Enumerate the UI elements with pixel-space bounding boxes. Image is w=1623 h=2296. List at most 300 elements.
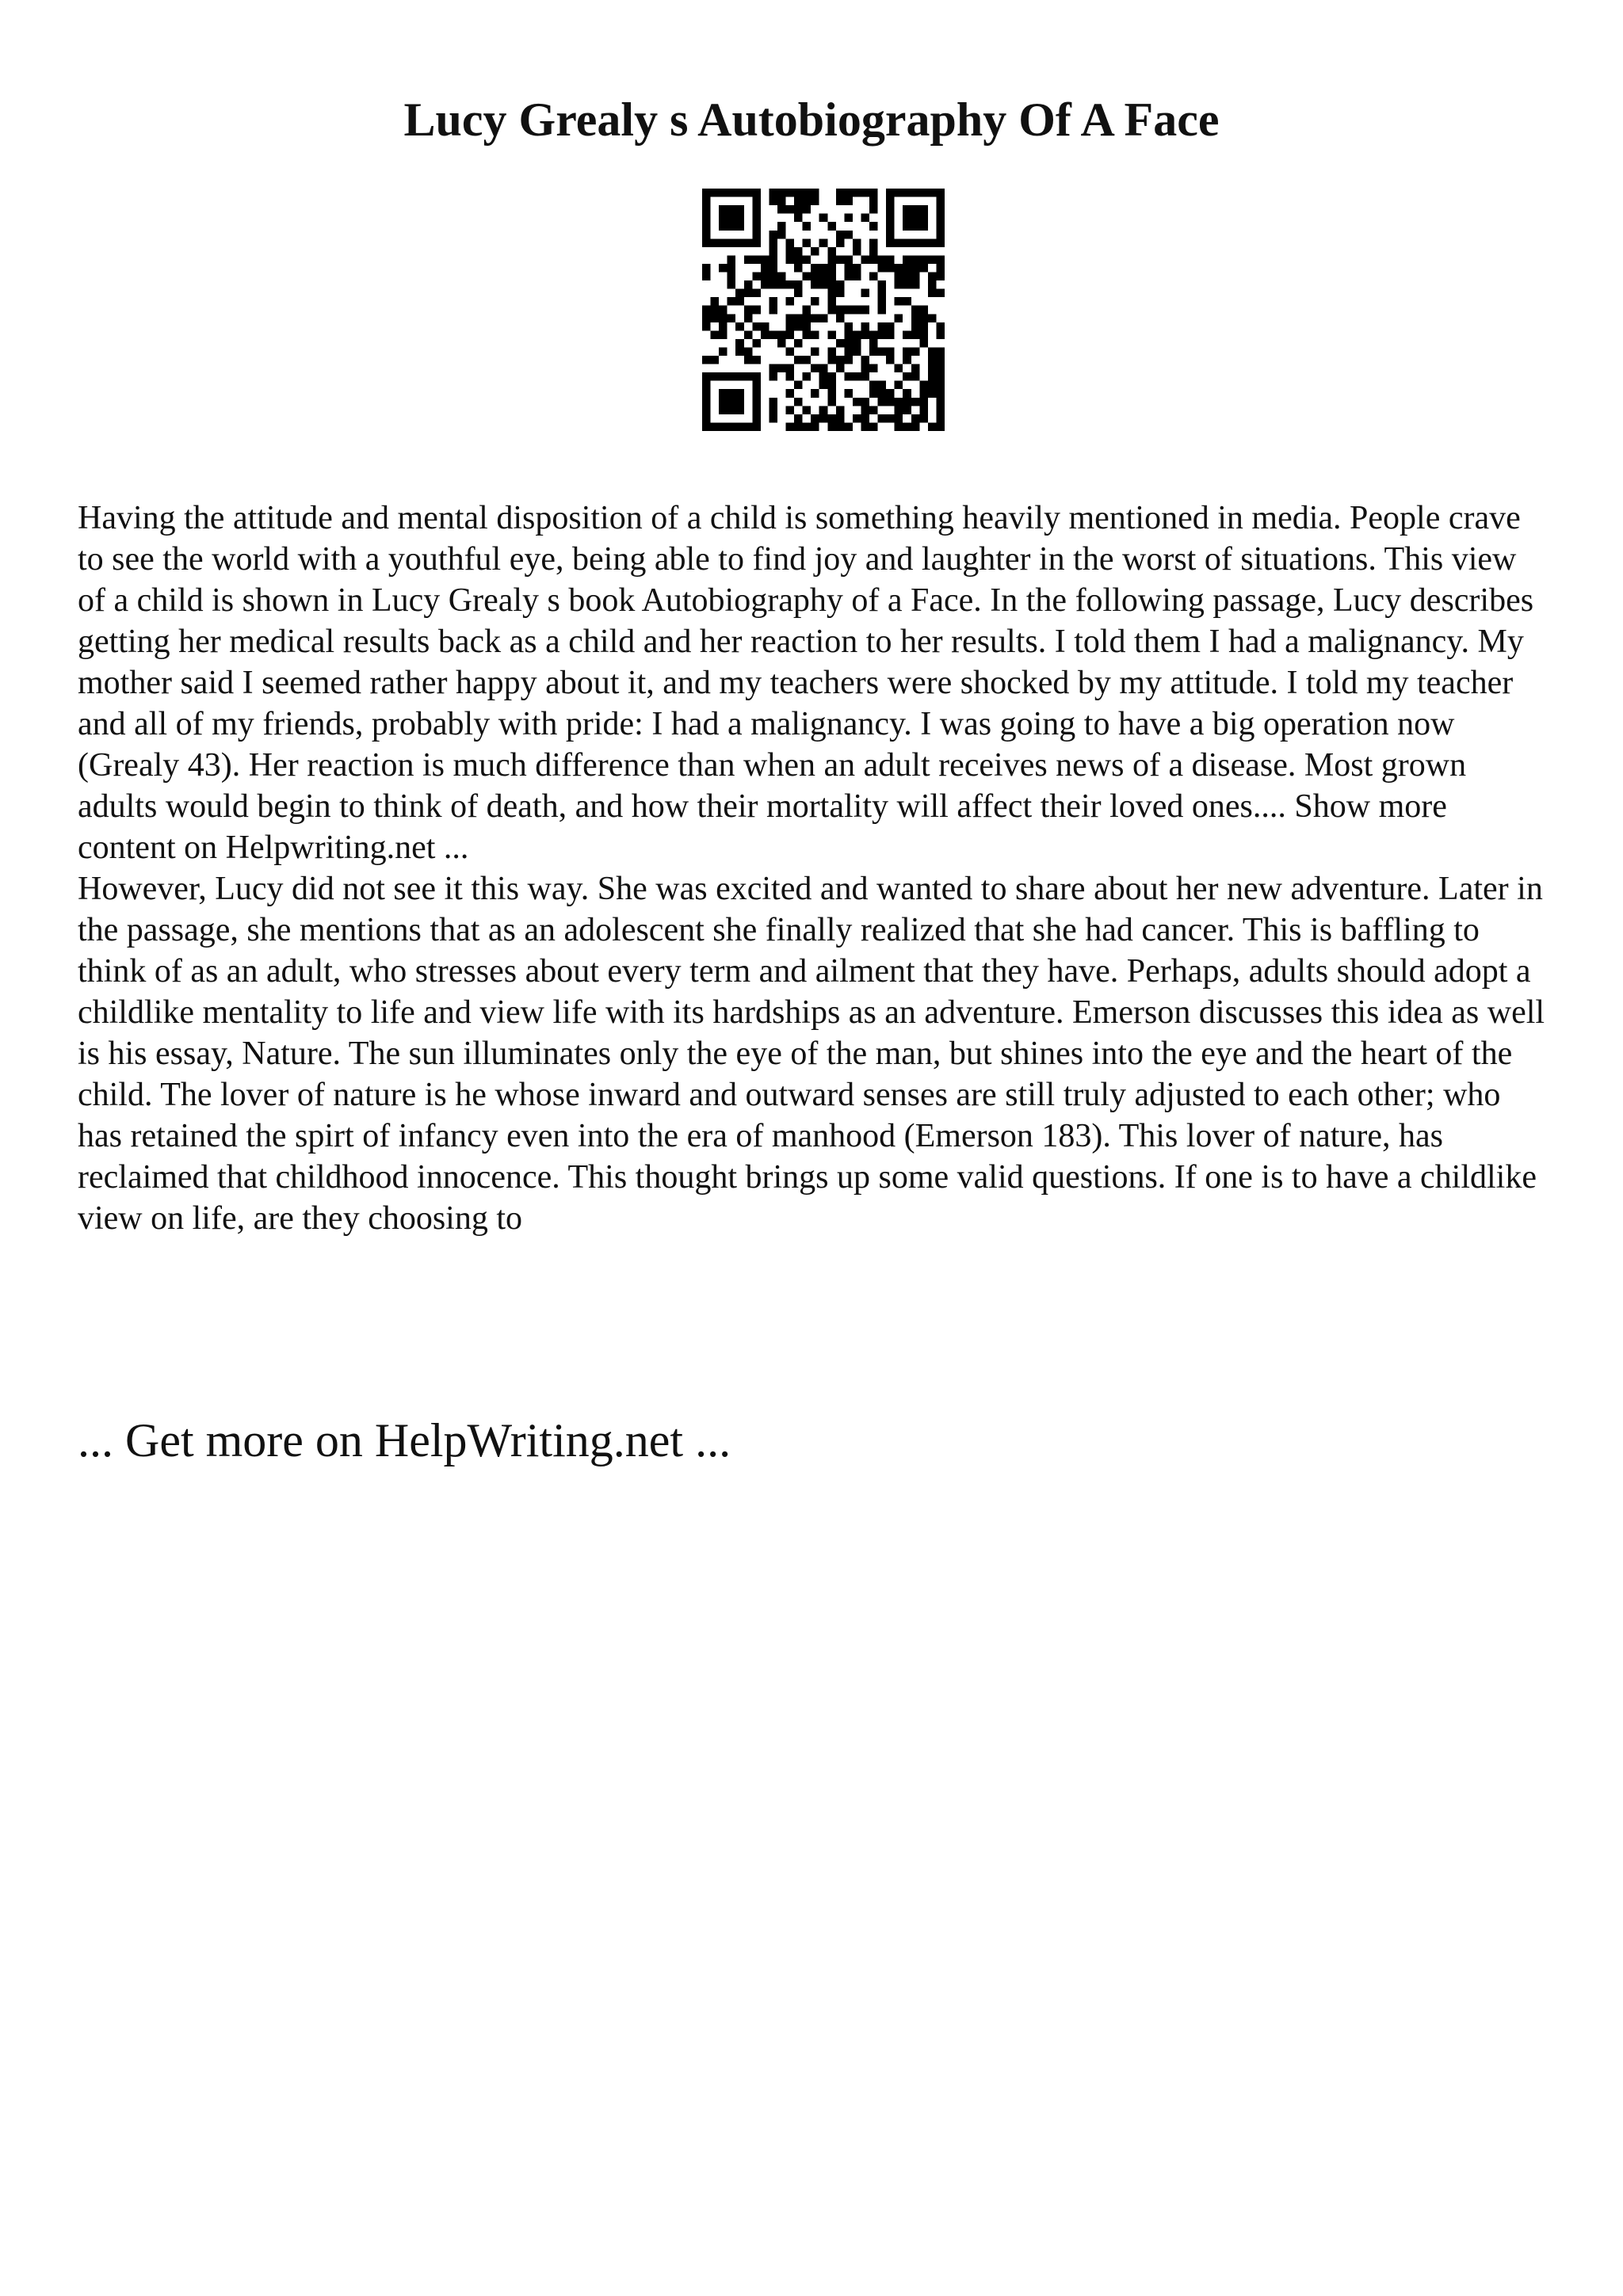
qr-module (727, 222, 736, 231)
qr-module (777, 222, 786, 231)
qr-module (919, 398, 928, 406)
qr-module (895, 297, 903, 306)
qr-module (936, 414, 945, 423)
qr-module (719, 214, 727, 223)
qr-module (811, 247, 819, 256)
qr-module (895, 414, 903, 423)
qr-module (744, 238, 753, 247)
qr-module (744, 280, 753, 289)
qr-module (794, 381, 803, 390)
qr-module (836, 414, 845, 423)
qr-module (794, 247, 803, 256)
qr-module (853, 347, 861, 356)
qr-module (886, 255, 895, 264)
qr-module (752, 205, 761, 214)
qr-module (861, 364, 869, 373)
qr-module (878, 297, 887, 306)
qr-module (769, 255, 777, 264)
qr-module (886, 398, 895, 406)
qr-module (861, 214, 869, 223)
qr-module (869, 205, 878, 214)
qr-module (903, 189, 911, 197)
qr-module (886, 214, 895, 223)
qr-module (853, 273, 861, 281)
qr-module (752, 339, 761, 348)
qr-module (819, 314, 828, 322)
qr-module (853, 306, 861, 315)
qr-module (811, 364, 819, 373)
qr-module (903, 273, 911, 281)
qr-module (911, 314, 920, 322)
qr-module (794, 414, 803, 423)
qr-module (836, 231, 845, 239)
qr-module (752, 381, 761, 390)
qr-module (702, 389, 711, 398)
qr-module (794, 339, 803, 348)
qr-module (719, 264, 727, 273)
qr-module (844, 372, 853, 381)
qr-module (786, 247, 795, 256)
qr-module (928, 347, 937, 356)
qr-module (878, 381, 887, 390)
qr-module (903, 389, 911, 398)
qr-module (777, 197, 786, 206)
qr-module (869, 273, 878, 281)
qr-module (869, 389, 878, 398)
qr-module (827, 398, 836, 406)
qr-module (761, 273, 769, 281)
qr-module (769, 197, 777, 206)
qr-code-icon[interactable] (702, 189, 945, 431)
qr-module (794, 197, 803, 206)
qr-module (936, 273, 945, 281)
qr-module (769, 247, 777, 256)
qr-module (936, 381, 945, 390)
qr-module (936, 330, 945, 339)
qr-module (735, 389, 744, 398)
qr-module (777, 189, 786, 197)
qr-module (827, 255, 836, 264)
qr-module (719, 189, 727, 197)
qr-module (744, 255, 753, 264)
qr-module (886, 238, 895, 247)
qr-module (777, 205, 786, 214)
qr-module (752, 422, 761, 431)
qr-module (735, 422, 744, 431)
qr-module (911, 347, 920, 356)
qr-module (811, 414, 819, 423)
qr-module (919, 322, 928, 331)
qr-module (719, 205, 727, 214)
qr-module (936, 289, 945, 298)
qr-module (752, 238, 761, 247)
qr-module (752, 197, 761, 206)
qr-module (811, 347, 819, 356)
qr-module (844, 306, 853, 315)
qr-module (911, 222, 920, 231)
qr-module (769, 231, 777, 239)
qr-module (752, 255, 761, 264)
qr-module (878, 255, 887, 264)
qr-module (853, 414, 861, 423)
qr-module (911, 189, 920, 197)
qr-module (827, 222, 836, 231)
qr-module (786, 255, 795, 264)
qr-module (895, 189, 903, 197)
qr-module (911, 205, 920, 214)
qr-module (886, 322, 895, 331)
qr-module (869, 422, 878, 431)
qr-module (786, 422, 795, 431)
qr-module (903, 356, 911, 364)
qr-module (903, 398, 911, 406)
qr-module (919, 389, 928, 398)
qr-module (744, 189, 753, 197)
qr-module (878, 264, 887, 273)
qr-module (878, 322, 887, 331)
qr-module (794, 264, 803, 273)
qr-module (844, 197, 853, 206)
qr-module (827, 297, 836, 306)
qr-module (786, 238, 795, 247)
qr-module (844, 347, 853, 356)
qr-module (811, 273, 819, 281)
qr-module (928, 280, 937, 289)
qr-module (702, 356, 711, 364)
qr-module (702, 322, 711, 331)
qr-module (744, 306, 753, 315)
qr-module (886, 389, 895, 398)
qr-module (769, 364, 777, 373)
qr-module (878, 306, 887, 315)
qr-module (727, 314, 736, 322)
qr-module (911, 280, 920, 289)
qr-module (811, 314, 819, 322)
qr-module (811, 422, 819, 431)
qr-module (794, 322, 803, 331)
qr-module (803, 306, 812, 315)
qr-module (719, 398, 727, 406)
qr-module (936, 364, 945, 373)
qr-module (878, 289, 887, 298)
qr-module (869, 330, 878, 339)
qr-module (727, 205, 736, 214)
qr-module (836, 280, 845, 289)
qr-code-graphic (702, 189, 945, 431)
qr-module (777, 231, 786, 239)
qr-module (727, 406, 736, 414)
qr-module (727, 372, 736, 381)
qr-module (719, 372, 727, 381)
qr-module (911, 322, 920, 331)
qr-module (769, 280, 777, 289)
qr-module (886, 231, 895, 239)
qr-module (794, 205, 803, 214)
qr-module (735, 189, 744, 197)
qr-module (719, 422, 727, 431)
qr-module (844, 339, 853, 348)
qr-module (727, 398, 736, 406)
qr-module (869, 347, 878, 356)
qr-module (702, 406, 711, 414)
qr-module (777, 364, 786, 373)
qr-module (794, 280, 803, 289)
qr-module (786, 364, 795, 373)
qr-module (936, 372, 945, 381)
qr-module (919, 406, 928, 414)
qr-module (769, 414, 777, 423)
qr-module (752, 389, 761, 398)
qr-module (702, 197, 711, 206)
qr-module (827, 422, 836, 431)
qr-module (869, 222, 878, 231)
qr-module (752, 322, 761, 331)
qr-module (702, 314, 711, 322)
qr-module (803, 314, 812, 322)
qr-module (702, 231, 711, 239)
get-more-link[interactable]: ... Get more on HelpWriting.net ... (78, 1414, 731, 1466)
qr-module (735, 222, 744, 231)
qr-module (744, 330, 753, 339)
qr-module (811, 189, 819, 197)
qr-module (836, 356, 845, 364)
qr-module (844, 322, 853, 331)
qr-module (936, 231, 945, 239)
qr-module (777, 280, 786, 289)
qr-module (786, 314, 795, 322)
qr-module (777, 339, 786, 348)
qr-module (836, 197, 845, 206)
qr-module (811, 330, 819, 339)
qr-module (903, 264, 911, 273)
qr-module (861, 306, 869, 315)
qr-module (936, 322, 945, 331)
qr-module (752, 222, 761, 231)
qr-module (752, 398, 761, 406)
qr-module (727, 214, 736, 223)
qr-module (878, 280, 887, 289)
qr-module (719, 238, 727, 247)
qr-module (853, 189, 861, 197)
qr-module (878, 389, 887, 398)
qr-module (735, 347, 744, 356)
qr-module (803, 189, 812, 197)
qr-module (869, 197, 878, 206)
qr-module (727, 297, 736, 306)
qr-module (752, 372, 761, 381)
qr-module (903, 238, 911, 247)
qr-module (869, 238, 878, 247)
qr-module (827, 356, 836, 364)
qr-module (886, 414, 895, 423)
qr-module (936, 398, 945, 406)
qr-module (878, 398, 887, 406)
article-body (78, 498, 1552, 1239)
qr-module (819, 364, 828, 373)
qr-module (769, 406, 777, 414)
qr-module (861, 414, 869, 423)
qr-module (928, 255, 937, 264)
qr-module (719, 306, 727, 315)
qr-module (819, 264, 828, 273)
qr-module (811, 197, 819, 206)
qr-module (928, 422, 937, 431)
qr-module (752, 356, 761, 364)
qr-module (702, 414, 711, 423)
qr-module (819, 238, 828, 247)
qr-module (928, 356, 937, 364)
qr-module (861, 372, 869, 381)
qr-module (928, 372, 937, 381)
qr-module (928, 238, 937, 247)
qr-module (803, 422, 812, 431)
qr-module (777, 273, 786, 281)
qr-module (903, 372, 911, 381)
qr-module (895, 273, 903, 281)
qr-module (827, 280, 836, 289)
qr-module (853, 330, 861, 339)
qr-module (702, 381, 711, 390)
qr-module (819, 214, 828, 223)
qr-module (878, 347, 887, 356)
qr-module (919, 205, 928, 214)
qr-module (769, 273, 777, 281)
qr-module (844, 231, 853, 239)
qr-module (827, 289, 836, 298)
qr-module (811, 280, 819, 289)
qr-module (919, 330, 928, 339)
qr-module (911, 273, 920, 281)
qr-module (919, 414, 928, 423)
qr-module (853, 238, 861, 247)
qr-module (727, 273, 736, 281)
qr-module (895, 238, 903, 247)
qr-module (761, 330, 769, 339)
qr-module (811, 297, 819, 306)
qr-module (836, 289, 845, 298)
qr-module (827, 381, 836, 390)
qr-module (861, 322, 869, 331)
qr-module (786, 189, 795, 197)
qr-module (702, 422, 711, 431)
qr-module (903, 330, 911, 339)
qr-module (928, 189, 937, 197)
qr-module (735, 339, 744, 348)
qr-module (819, 381, 828, 390)
qr-module (886, 347, 895, 356)
qr-module (919, 238, 928, 247)
qr-module (827, 247, 836, 256)
qr-module (936, 347, 945, 356)
qr-module (803, 197, 812, 206)
qr-module (836, 364, 845, 373)
qr-module (836, 406, 845, 414)
qr-module (819, 273, 828, 281)
qr-module (702, 214, 711, 223)
qr-module (919, 264, 928, 273)
qr-module (761, 322, 769, 331)
qr-module (903, 222, 911, 231)
qr-module (719, 314, 727, 322)
qr-module (794, 289, 803, 298)
qr-module (786, 389, 795, 398)
qr-module (928, 389, 937, 398)
qr-module (803, 238, 812, 247)
qr-module (827, 414, 836, 423)
qr-module (803, 372, 812, 381)
qr-module (735, 238, 744, 247)
qr-module (861, 189, 869, 197)
qr-module (744, 372, 753, 381)
qr-module (744, 314, 753, 322)
qr-module (702, 273, 711, 281)
qr-module (895, 264, 903, 273)
qr-module (735, 289, 744, 298)
qr-module (853, 398, 861, 406)
qr-module (936, 422, 945, 431)
qr-module (919, 339, 928, 348)
qr-module (711, 330, 720, 339)
qr-module (769, 189, 777, 197)
qr-module (853, 339, 861, 348)
qr-module (777, 330, 786, 339)
qr-module (919, 255, 928, 264)
qr-module (752, 189, 761, 197)
qr-module (836, 189, 845, 197)
qr-module (744, 422, 753, 431)
qr-module (936, 222, 945, 231)
qr-module (903, 297, 911, 306)
qr-module (853, 247, 861, 256)
qr-module (735, 297, 744, 306)
qr-module (702, 189, 711, 197)
qr-module (861, 255, 869, 264)
qr-module (928, 364, 937, 373)
qr-module (702, 205, 711, 214)
qr-module (752, 406, 761, 414)
qr-module (769, 264, 777, 273)
qr-module (769, 238, 777, 247)
qr-module (911, 238, 920, 247)
qr-module (735, 214, 744, 223)
qr-module (836, 306, 845, 315)
qr-module (827, 372, 836, 381)
qr-module (911, 264, 920, 273)
qr-module (702, 398, 711, 406)
qr-module (769, 306, 777, 315)
qr-module (936, 389, 945, 398)
qr-module (936, 214, 945, 223)
qr-module (919, 189, 928, 197)
qr-module (919, 314, 928, 322)
qr-module (919, 381, 928, 390)
qr-module (911, 422, 920, 431)
qr-module (719, 406, 727, 414)
qr-module (735, 322, 744, 331)
qr-module (803, 322, 812, 331)
qr-module (711, 356, 720, 364)
qr-module (911, 330, 920, 339)
qr-module (727, 389, 736, 398)
qr-module (803, 356, 812, 364)
qr-module (844, 422, 853, 431)
qr-module (786, 280, 795, 289)
qr-module (711, 372, 720, 381)
qr-module (786, 347, 795, 356)
qr-module (752, 414, 761, 423)
qr-module (936, 238, 945, 247)
qr-module (844, 189, 853, 197)
